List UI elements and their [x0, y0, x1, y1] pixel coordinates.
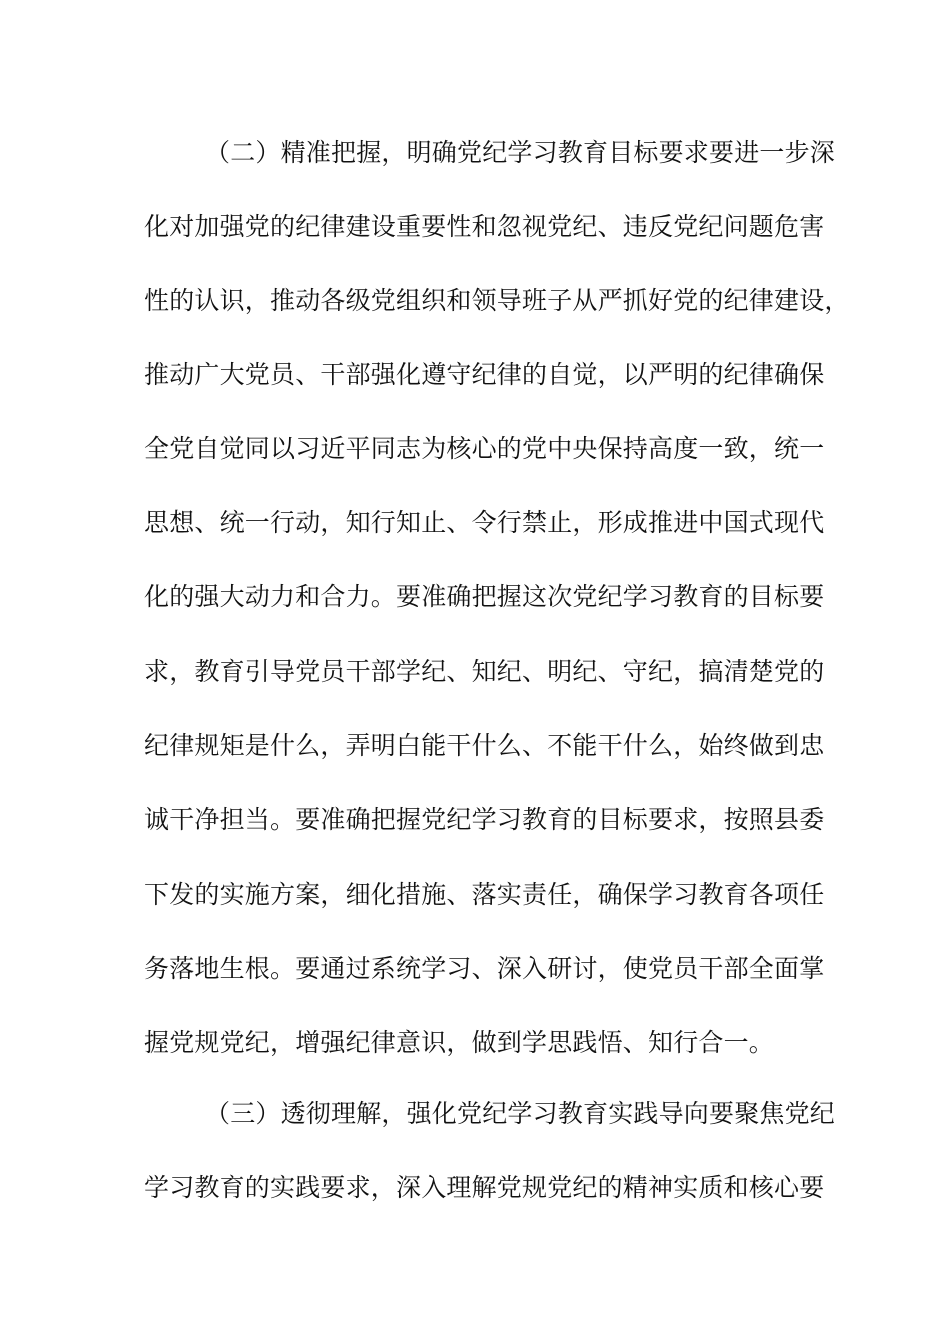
paragraph-2-line-1: （二）精准把握，明确党纪学习教育目标要求要进一步深 [205, 138, 836, 167]
paragraph-2-line-10: 诚干净担当。要准确把握党纪学习教育的目标要求，按照县委 [144, 805, 825, 834]
paragraph-2-line-11: 下发的实施方案，细化措施、落实责任，确保学习教育各项任 [144, 880, 825, 909]
paragraph-2-line-3: 性的认识，推动各级党组织和领导班子从严抓好党的纪律建设， [144, 286, 850, 315]
paragraph-2-line-7: 化的强大动力和合力。要准确把握这次党纪学习教育的目标要 [144, 582, 825, 611]
paragraph-2-line-4: 推动广大党员、干部强化遵守纪律的自觉，以严明的纪律确保 [144, 360, 825, 389]
paragraph-2-line-13: 握党规党纪，增强纪律意识，做到学思践悟、知行合一。 [144, 1028, 775, 1057]
paragraph-2-line-12: 务落地生根。要通过系统学习、深入研讨，使党员干部全面掌 [144, 954, 825, 983]
paragraph-2-line-6: 思想、统一行动，知行知止、令行禁止，形成推进中国式现代 [144, 508, 825, 537]
paragraph-2-line-2: 化对加强党的纪律建设重要性和忽视党纪、违反党纪问题危害 [144, 212, 825, 241]
paragraph-3-line-2: 学习教育的实践要求，深入理解党规党纪的精神实质和核心要 [144, 1173, 825, 1202]
paragraph-2-line-8: 求，教育引导党员干部学纪、知纪、明纪、守纪，搞清楚党的 [144, 657, 825, 686]
paragraph-2-line-5: 全党自觉同以习近平同志为核心的党中央保持高度一致，统一 [144, 434, 825, 463]
paragraph-2-line-9: 纪律规矩是什么，弄明白能干什么、不能干什么，始终做到忠 [144, 731, 825, 760]
paragraph-3-line-1: （三）透彻理解，强化党纪学习教育实践导向要聚焦党纪 [205, 1099, 836, 1128]
